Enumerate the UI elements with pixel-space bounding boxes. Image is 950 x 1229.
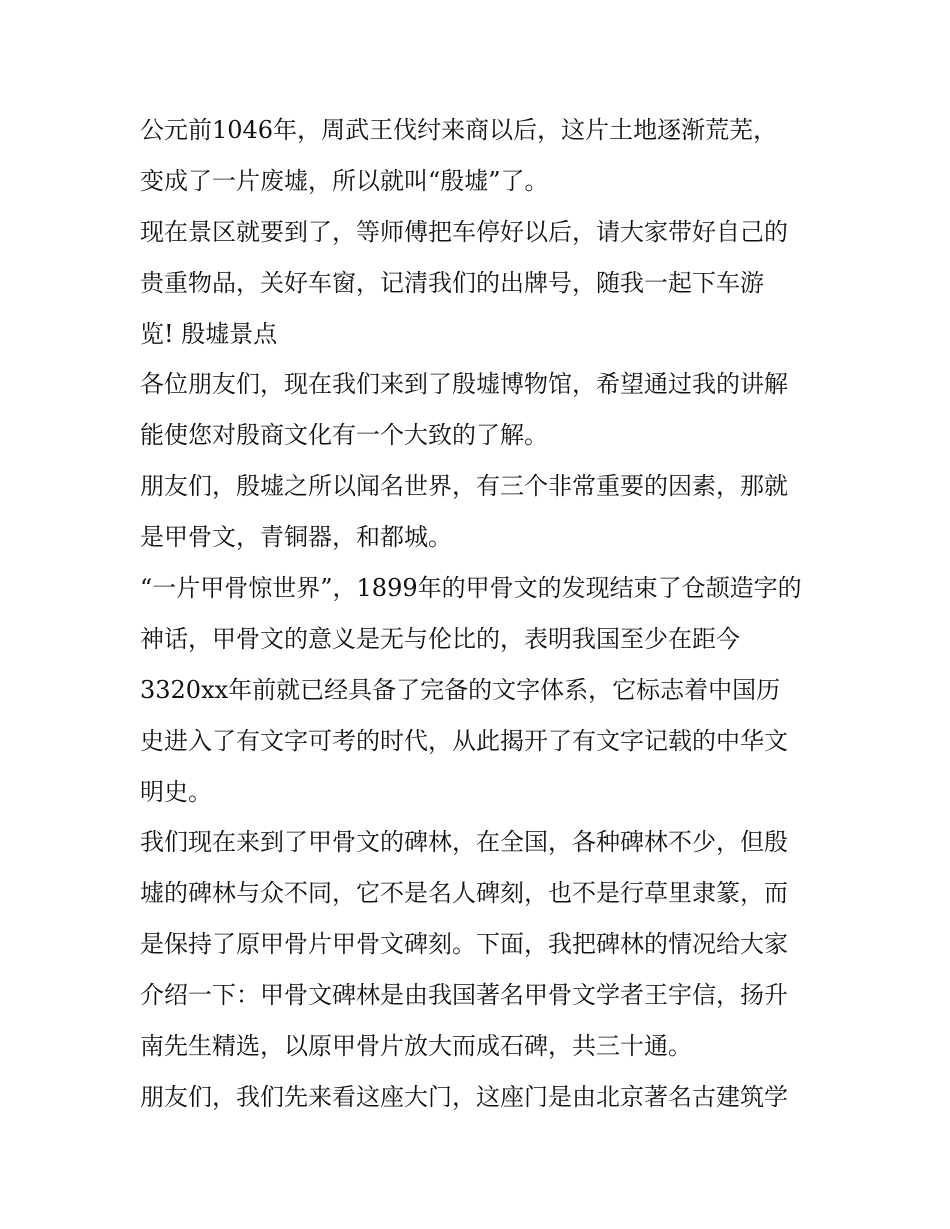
text-line: 览! 殷墟景点 xyxy=(140,319,278,348)
text-line: “一片甲骨惊世界”，1899年的甲骨文的发现结束了仓颉造字的 xyxy=(140,574,802,603)
text-line: 贵重物品，关好车窗，记清我们的出牌号，随我一起下车游 xyxy=(140,268,764,297)
paragraph xyxy=(140,1072,816,1123)
text-line: 是保持了原甲骨片甲骨文碑刻。下面，我把碑林的情况给大家 xyxy=(140,930,788,959)
text-line: 史进入了有文字可考的时代，从此揭开了有文字记载的中华文 xyxy=(140,726,788,755)
paragraph xyxy=(140,359,816,461)
text-line: 朋友们，殷墟之所以闻名世界，有三个非常重要的因素，那就 xyxy=(140,472,788,501)
paragraph xyxy=(140,105,816,207)
text-line: 各位朋友们，现在我们来到了殷墟博物馆，希望通过我的讲解 xyxy=(140,370,788,399)
paragraph xyxy=(140,461,816,563)
text-line: 南先生精选，以原甲骨片放大而成石碑，共三十通。 xyxy=(140,1032,692,1061)
document-body xyxy=(140,105,816,1123)
text-line: 朋友们，我们先来看这座大门，这座门是由北京著名古建筑学 xyxy=(140,1082,788,1111)
text-line: 明史。 xyxy=(140,777,212,806)
text-line: 公元前1046年，周武王伐纣来商以后，这片土地逐渐荒芜， xyxy=(140,116,778,144)
paragraph xyxy=(140,563,816,817)
text-line: 是甲骨文，青铜器，和都城。 xyxy=(140,523,452,552)
text-line: 墟的碑林与众不同，它不是名人碑刻，也不是行草里隶篆，而 xyxy=(140,879,788,908)
text-line: 神话，甲骨文的意义是无与伦比的，表明我国至少在距今 xyxy=(140,624,740,653)
text-line: 我们现在来到了甲骨文的碑林，在全国，各种碑林不少，但殷 xyxy=(140,828,788,857)
text-line: 现在景区就要到了，等师傅把车停好以后，请大家带好自己的 xyxy=(140,217,788,246)
text-line: 能使您对殷商文化有一个大致的了解。 xyxy=(140,421,548,450)
paragraph xyxy=(140,817,816,1071)
text-line: 3320xx年前就已经具备了完备的文字体系，它标志着中国历 xyxy=(140,675,781,704)
text-line: 变成了一片废墟，所以就叫“殷墟”了。 xyxy=(140,166,549,195)
paragraph xyxy=(140,207,816,360)
text-line: 介绍一下：甲骨文碑林是由我国著名甲骨文学者王宇信，扬升 xyxy=(140,981,788,1010)
